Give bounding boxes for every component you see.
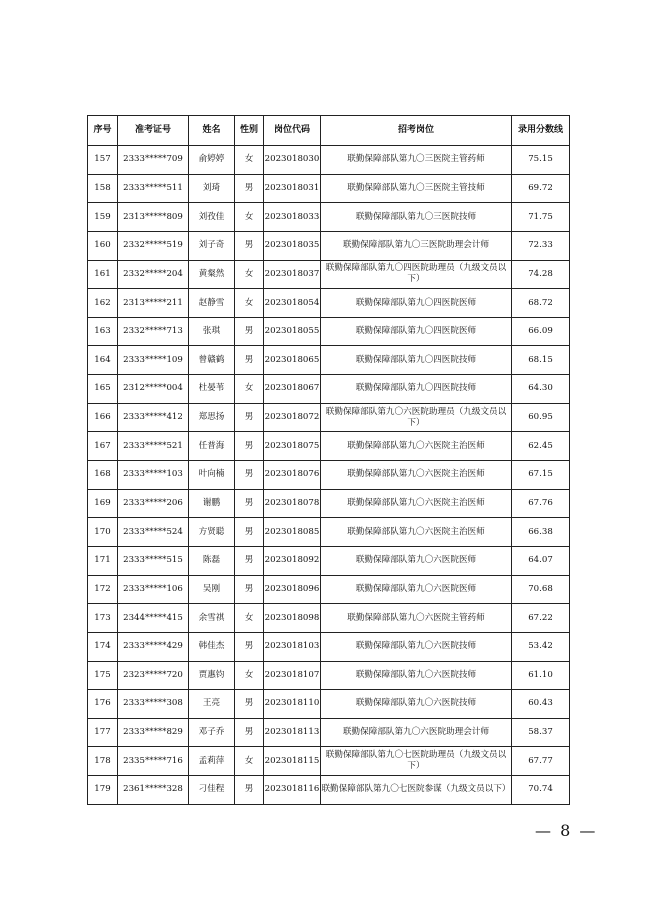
- cell-exam-id: 2333*****429: [118, 632, 189, 661]
- table-row: [88, 661, 570, 690]
- cell-gender: 男: [235, 346, 264, 375]
- cell-exam-id: 2332*****713: [118, 317, 189, 346]
- cell-post-code: 2023018103: [264, 632, 321, 661]
- table-row: [88, 461, 570, 490]
- cell-name: 贾惠钧: [189, 661, 235, 690]
- cell-gender: 男: [235, 403, 264, 432]
- cell-score: 66.09: [512, 317, 570, 346]
- cell-post-code: 2023018113: [264, 718, 321, 747]
- cell-name: 刁佳程: [189, 776, 235, 805]
- header-post-code: 岗位代码: [264, 116, 321, 146]
- cell-post-code: 2023018075: [264, 432, 321, 461]
- cell-gender: 女: [235, 260, 264, 289]
- table-row: [88, 432, 570, 461]
- cell-name: 刘琦: [189, 174, 235, 203]
- cell-gender: 女: [235, 375, 264, 404]
- cell-gender: 男: [235, 432, 264, 461]
- cell-name: 刘子奇: [189, 231, 235, 260]
- cell-gender: 男: [235, 575, 264, 604]
- header-seq: 序号: [88, 116, 118, 146]
- cell-post: 联勤保障部队第九〇六医院助理会计师: [321, 718, 512, 747]
- cell-exam-id: 2333*****103: [118, 461, 189, 490]
- cell-gender: 女: [235, 747, 264, 776]
- cell-seq: 167: [88, 432, 118, 461]
- cell-post: 联勤保障部队第九〇四医院技师: [321, 375, 512, 404]
- table-row: [88, 231, 570, 260]
- cell-post: 联勤保障部队第九〇四医院医师: [321, 317, 512, 346]
- header-post: 招考岗位: [321, 116, 512, 146]
- cell-score: 61.10: [512, 661, 570, 690]
- cell-seq: 175: [88, 661, 118, 690]
- cell-score: 67.77: [512, 747, 570, 776]
- cell-name: 孟莉萍: [189, 747, 235, 776]
- cell-post: 联勤保障部队第九〇六医院医师: [321, 546, 512, 575]
- header-name: 姓名: [189, 116, 235, 146]
- table-row: [88, 690, 570, 719]
- cell-post-code: 2023018037: [264, 260, 321, 289]
- cell-seq: 168: [88, 461, 118, 490]
- table-row: [88, 346, 570, 375]
- table-row: [88, 747, 570, 776]
- cell-post: 联勤保障部队第九〇三医院主管药师: [321, 146, 512, 175]
- cell-post: 联勤保障部队第九〇六医院助理员（九级文员以下）: [321, 403, 512, 432]
- cell-post-code: 2023018031: [264, 174, 321, 203]
- header-score: 录用分数线: [512, 116, 570, 146]
- header-exam-id: 准考证号: [118, 116, 189, 146]
- cell-gender: 男: [235, 174, 264, 203]
- cell-score: 66.38: [512, 518, 570, 547]
- cell-gender: 男: [235, 489, 264, 518]
- cell-post: 联勤保障部队第九〇三医院技师: [321, 203, 512, 232]
- cell-score: 74.28: [512, 260, 570, 289]
- cell-score: 64.30: [512, 375, 570, 404]
- cell-name: 曾赣鹤: [189, 346, 235, 375]
- cell-name: 任普海: [189, 432, 235, 461]
- cell-seq: 158: [88, 174, 118, 203]
- cell-gender: 男: [235, 718, 264, 747]
- cell-seq: 170: [88, 518, 118, 547]
- cell-score: 71.75: [512, 203, 570, 232]
- cell-exam-id: 2313*****211: [118, 289, 189, 318]
- cell-name: 俞婷婷: [189, 146, 235, 175]
- cell-post-code: 2023018054: [264, 289, 321, 318]
- cell-gender: 男: [235, 461, 264, 490]
- cell-seq: 169: [88, 489, 118, 518]
- table-row: [88, 375, 570, 404]
- cell-post: 联勤保障部队第九〇六医院主治医师: [321, 489, 512, 518]
- cell-gender: 女: [235, 146, 264, 175]
- cell-exam-id: 2333*****709: [118, 146, 189, 175]
- cell-gender: 男: [235, 231, 264, 260]
- cell-name: 吴刚: [189, 575, 235, 604]
- cell-seq: 162: [88, 289, 118, 318]
- cell-post: 联勤保障部队第九〇六医院主治医师: [321, 461, 512, 490]
- cell-exam-id: 2335*****716: [118, 747, 189, 776]
- cell-name: 刘孜佳: [189, 203, 235, 232]
- table-row: [88, 604, 570, 633]
- cell-score: 67.22: [512, 604, 570, 633]
- cell-score: 68.15: [512, 346, 570, 375]
- cell-seq: 157: [88, 146, 118, 175]
- cell-score: 75.15: [512, 146, 570, 175]
- cell-post: 联勤保障部队第九〇六医院技师: [321, 661, 512, 690]
- header-gender: 性别: [235, 116, 264, 146]
- cell-exam-id: 2323*****720: [118, 661, 189, 690]
- cell-exam-id: 2332*****519: [118, 231, 189, 260]
- cell-name: 余雪祺: [189, 604, 235, 633]
- cell-post: 联勤保障部队第九〇三医院主管技师: [321, 174, 512, 203]
- cell-name: 陈磊: [189, 546, 235, 575]
- cell-seq: 171: [88, 546, 118, 575]
- cell-exam-id: 2333*****829: [118, 718, 189, 747]
- cell-post-code: 2023018092: [264, 546, 321, 575]
- cell-post: 联勤保障部队第九〇三医院助理会计师: [321, 231, 512, 260]
- table-row: [88, 575, 570, 604]
- cell-exam-id: 2333*****109: [118, 346, 189, 375]
- cell-gender: 男: [235, 546, 264, 575]
- cell-exam-id: 2333*****206: [118, 489, 189, 518]
- table-row: [88, 718, 570, 747]
- cell-post: 联勤保障部队第九〇七医院助理员（九级文员以下）: [321, 747, 512, 776]
- admission-table: [87, 115, 570, 805]
- cell-seq: 179: [88, 776, 118, 805]
- cell-score: 67.76: [512, 489, 570, 518]
- cell-gender: 男: [235, 518, 264, 547]
- cell-post-code: 2023018072: [264, 403, 321, 432]
- cell-seq: 176: [88, 690, 118, 719]
- cell-post-code: 2023018115: [264, 747, 321, 776]
- cell-exam-id: 2333*****515: [118, 546, 189, 575]
- table-row: [88, 489, 570, 518]
- cell-seq: 164: [88, 346, 118, 375]
- cell-seq: 160: [88, 231, 118, 260]
- table-row: [88, 518, 570, 547]
- cell-post-code: 2023018030: [264, 146, 321, 175]
- cell-post: 联勤保障部队第九〇四医院医师: [321, 289, 512, 318]
- cell-post-code: 2023018096: [264, 575, 321, 604]
- cell-gender: 女: [235, 661, 264, 690]
- cell-post: 联勤保障部队第九〇六医院主管药师: [321, 604, 512, 633]
- cell-exam-id: 2344*****415: [118, 604, 189, 633]
- cell-post-code: 2023018067: [264, 375, 321, 404]
- cell-name: 张琪: [189, 317, 235, 346]
- cell-seq: 178: [88, 747, 118, 776]
- cell-post-code: 2023018107: [264, 661, 321, 690]
- cell-name: 郑思扬: [189, 403, 235, 432]
- cell-score: 70.74: [512, 776, 570, 805]
- cell-post: 联勤保障部队第九〇六医院主治医师: [321, 518, 512, 547]
- cell-score: 62.45: [512, 432, 570, 461]
- cell-seq: 173: [88, 604, 118, 633]
- cell-exam-id: 2332*****204: [118, 260, 189, 289]
- table-row: [88, 632, 570, 661]
- table-row: [88, 260, 570, 289]
- cell-score: 68.72: [512, 289, 570, 318]
- cell-name: 王亮: [189, 690, 235, 719]
- table-row: [88, 317, 570, 346]
- table-row: [88, 776, 570, 805]
- cell-seq: 177: [88, 718, 118, 747]
- cell-post-code: 2023018076: [264, 461, 321, 490]
- page-number: — 8 —: [535, 821, 598, 840]
- table-row: [88, 546, 570, 575]
- cell-post-code: 2023018098: [264, 604, 321, 633]
- cell-name: 邓子乔: [189, 718, 235, 747]
- cell-exam-id: 2333*****511: [118, 174, 189, 203]
- cell-exam-id: 2333*****106: [118, 575, 189, 604]
- cell-name: 赵静雪: [189, 289, 235, 318]
- cell-exam-id: 2333*****521: [118, 432, 189, 461]
- cell-post: 联勤保障部队第九〇六医院技师: [321, 690, 512, 719]
- table-row: [88, 203, 570, 232]
- cell-post-code: 2023018110: [264, 690, 321, 719]
- cell-post-code: 2023018078: [264, 489, 321, 518]
- cell-post: 联勤保障部队第九〇六医院主治医师: [321, 432, 512, 461]
- cell-name: 韩佳杰: [189, 632, 235, 661]
- cell-post-code: 2023018035: [264, 231, 321, 260]
- table-row: [88, 403, 570, 432]
- cell-gender: 男: [235, 776, 264, 805]
- cell-post: 联勤保障部队第九〇七医院参谋（九级文员以下）: [321, 776, 512, 805]
- cell-post: 联勤保障部队第九〇六医院医师: [321, 575, 512, 604]
- cell-seq: 159: [88, 203, 118, 232]
- table-header-row: [88, 116, 570, 146]
- cell-score: 60.95: [512, 403, 570, 432]
- table-row: [88, 289, 570, 318]
- cell-score: 69.72: [512, 174, 570, 203]
- cell-seq: 172: [88, 575, 118, 604]
- cell-name: 叶向楠: [189, 461, 235, 490]
- cell-seq: 161: [88, 260, 118, 289]
- cell-score: 60.43: [512, 690, 570, 719]
- cell-name: 方贤聪: [189, 518, 235, 547]
- cell-name: 黄粲然: [189, 260, 235, 289]
- cell-exam-id: 2333*****308: [118, 690, 189, 719]
- cell-seq: 166: [88, 403, 118, 432]
- cell-post-code: 2023018116: [264, 776, 321, 805]
- cell-score: 53.42: [512, 632, 570, 661]
- cell-exam-id: 2313*****809: [118, 203, 189, 232]
- cell-score: 70.68: [512, 575, 570, 604]
- cell-score: 58.37: [512, 718, 570, 747]
- cell-exam-id: 2361*****328: [118, 776, 189, 805]
- cell-gender: 男: [235, 632, 264, 661]
- cell-seq: 165: [88, 375, 118, 404]
- cell-score: 67.15: [512, 461, 570, 490]
- cell-post: 联勤保障部队第九〇四医院助理员（九级文员以下）: [321, 260, 512, 289]
- cell-seq: 174: [88, 632, 118, 661]
- cell-seq: 163: [88, 317, 118, 346]
- cell-post: 联勤保障部队第九〇四医院技师: [321, 346, 512, 375]
- cell-score: 72.33: [512, 231, 570, 260]
- cell-score: 64.07: [512, 546, 570, 575]
- cell-name: 杜晏苇: [189, 375, 235, 404]
- cell-gender: 男: [235, 317, 264, 346]
- cell-exam-id: 2333*****524: [118, 518, 189, 547]
- cell-post-code: 2023018085: [264, 518, 321, 547]
- cell-exam-id: 2312*****004: [118, 375, 189, 404]
- cell-post-code: 2023018065: [264, 346, 321, 375]
- cell-gender: 女: [235, 604, 264, 633]
- cell-exam-id: 2333*****412: [118, 403, 189, 432]
- cell-gender: 女: [235, 203, 264, 232]
- cell-post: 联勤保障部队第九〇六医院技师: [321, 632, 512, 661]
- table-row: [88, 146, 570, 175]
- cell-post-code: 2023018033: [264, 203, 321, 232]
- cell-post-code: 2023018055: [264, 317, 321, 346]
- cell-name: 谢鹏: [189, 489, 235, 518]
- table-row: [88, 174, 570, 203]
- cell-gender: 男: [235, 690, 264, 719]
- cell-gender: 女: [235, 289, 264, 318]
